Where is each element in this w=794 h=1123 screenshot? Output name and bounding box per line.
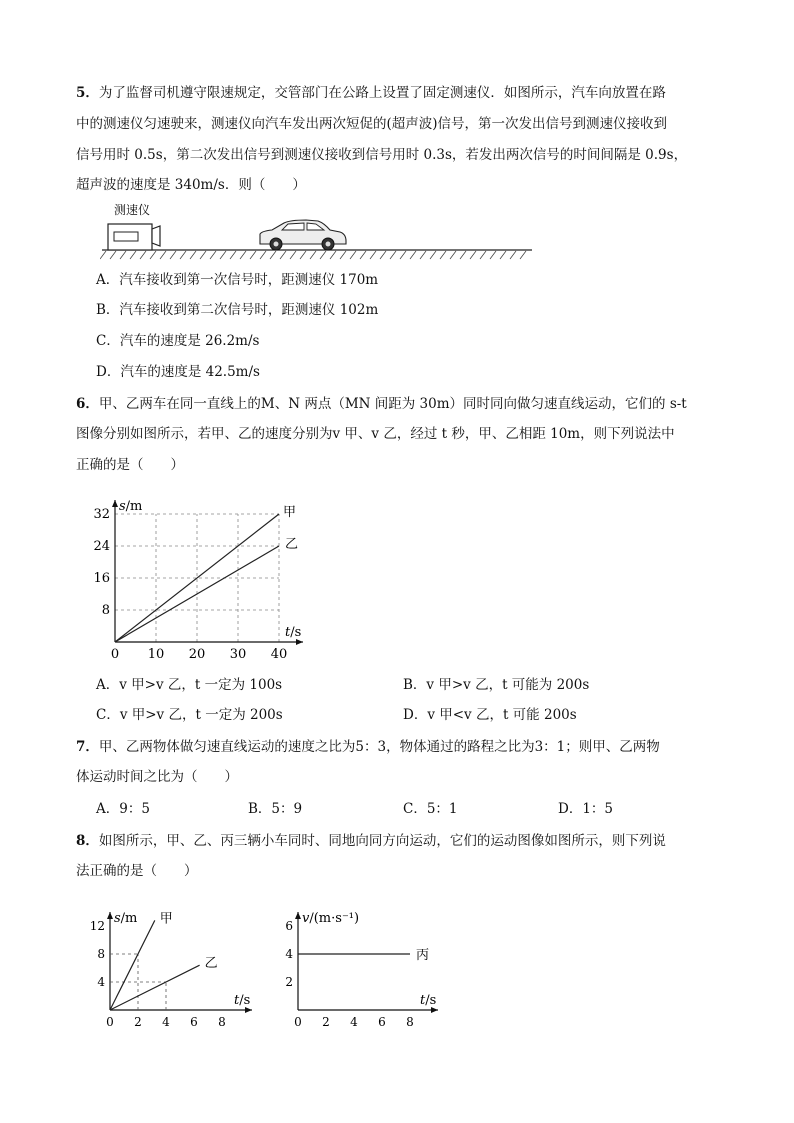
q7-option-c[interactable]: C．5：1 [403,801,458,817]
x-tick-label: 8 [406,1015,414,1029]
x-tick-label: 2 [322,1015,330,1029]
q8-vt-chart [282,892,462,1032]
x-tick-label: 4 [350,1015,358,1029]
series-label-2: 乙 [204,956,218,972]
x-axis-label: t/s [285,625,302,640]
x-tick-label: 10 [147,647,165,662]
car-icon [260,220,346,250]
x-tick-label: 6 [190,1015,198,1029]
y-axis-label: s/m [119,499,143,514]
x-axis-label: t/s [234,993,251,1008]
x-tick-label: 20 [188,647,206,662]
q8-number: 8． [76,833,99,849]
x-tick-label: 0 [110,647,120,662]
x-tick-label: 0 [106,1015,114,1029]
q6-line2: 图像分别如图所示，若甲、乙的速度分别为v 甲、v 乙，经过 t 秒，甲、乙相距 10m，则下列说法中 [76,426,675,442]
series-label-2: 乙 [285,537,299,552]
x-tick-label: 0 [294,1015,302,1029]
q6-option-b[interactable]: B．v 甲>v 乙，t 可能为 200s [403,677,590,693]
q5-option-d[interactable]: D．汽车的速度是 42.5m/s [96,364,260,380]
y-tick-label: 4 [97,975,105,989]
y-tick-label: 16 [93,571,110,586]
series-label-1: 甲 [159,911,173,927]
q8-st-chart [88,892,258,1032]
x-axis-label: t/s [420,993,437,1008]
q5-option-b[interactable]: B．汽车接收到第二次信号时，距测速仪 102m [96,302,379,318]
y-tick-label: 4 [285,947,293,961]
x-tick-label: 30 [229,647,247,662]
q5-option-c[interactable]: C．汽车的速度是 26.2m/s [96,333,260,349]
q7-option-a[interactable]: A．9：5 [96,801,150,817]
y-axis-arrow [107,912,113,919]
series-line-1 [110,920,155,1010]
q5-line3: 信号用时 0.5s，第二次发出信号到测速仪接收到信号用时 0.3s，若发出两次信号的时间间隔是 0.9s， [76,147,688,163]
q5-line4: 超声波的速度是 340m/s．则（ ） [76,177,306,193]
y-tick-label: 24 [93,539,110,554]
y-axis-label: s/m [114,911,138,926]
q6-line3: 正确的是（ ） [76,457,184,473]
y-tick-label: 8 [97,947,105,961]
q7-option-b[interactable]: B．5：9 [248,801,303,817]
speed-detector-figure [100,214,540,264]
y-axis-arrow [112,500,118,507]
x-tick-label: 4 [162,1015,170,1029]
q6-option-d[interactable]: D．v 甲<v 乙，t 可能 200s [403,707,577,723]
q8-line2: 法正确的是（ ） [76,863,198,879]
y-axis-arrow [295,912,301,919]
y-tick-label: 32 [93,507,110,522]
q6-option-c[interactable]: C．v 甲>v 乙，t 一定为 200s [96,707,283,723]
series-line-2 [110,965,200,1010]
speed-detector-label: 测速仪 [114,203,151,217]
q5-line2: 中的测速仪匀速驶来，测速仪向汽车发出两次短促的(超声波)信号，第一次发出信号到测速仪接收到 [76,116,668,132]
q5-line1: 5．为了监督司机遵守限速规定，交管部门在公路上设置了固定测速仪．如图所示，汽车向放置在路 [76,85,666,101]
q6-line1: 6．甲、乙两车在同一直线上的M、N 两点（MN 间距为 30m）同时同向做匀速直线运动，它们的 s-t [76,396,687,412]
y-tick-label: 8 [101,603,110,618]
x-tick-label: 40 [270,647,288,662]
y-axis-label: v/(m·s⁻¹) [302,911,360,926]
q7-line2: 体运动时间之比为（ ） [76,769,238,785]
q7-option-d[interactable]: D．1：5 [558,801,614,817]
q5-number: 5． [76,85,99,101]
series-label-1: 丙 [416,948,430,963]
x-tick-label: 2 [134,1015,142,1029]
series-label-1: 甲 [283,505,297,520]
q5-option-a[interactable]: A．汽车接收到第一次信号时，距测速仪 170m [96,272,379,288]
q6-option-a[interactable]: A．v 甲>v 乙，t 一定为 100s [96,677,283,693]
x-tick-label: 6 [378,1015,386,1029]
x-tick-label: 8 [218,1015,226,1029]
y-tick-label: 6 [285,919,293,933]
y-tick-label: 2 [285,975,293,989]
q6-number: 6． [76,396,99,412]
q8-line1: 8．如图所示，甲、乙、丙三辆小车同时、同地向同方向运动，它们的运动图像如图所示，则下列说 [76,833,666,849]
y-tick-label: 12 [89,919,105,933]
q7-number: 7． [76,739,99,755]
q7-line1: 7．甲、乙两物体做匀速直线运动的速度之比为5：3，物体通过的路程之比为3：1；则甲、乙两物 [76,739,660,755]
q6-st-chart [92,486,322,664]
